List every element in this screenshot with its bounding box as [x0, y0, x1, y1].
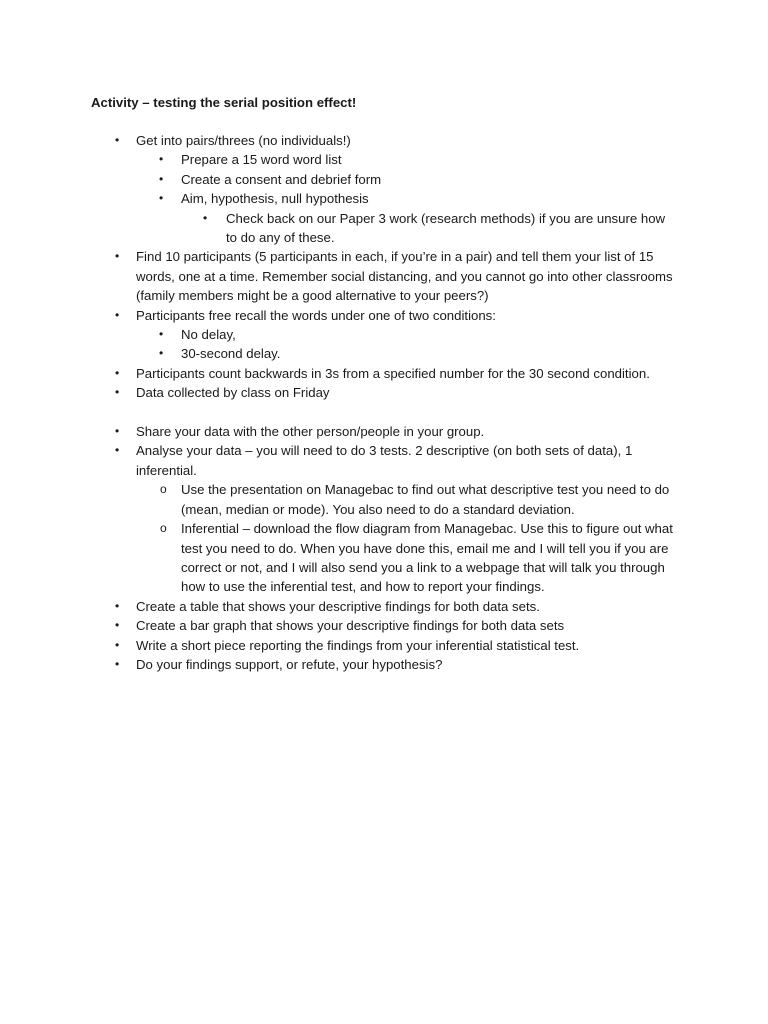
circle-bullet-icon: o: [160, 482, 167, 497]
list-item-text: Aim, hypothesis, null hypothesis: [181, 191, 369, 207]
bullet-icon: •: [159, 346, 164, 361]
list-item-text: Check back on our Paper 3 work (research methods) if you are unsure how to do any of these.: [226, 210, 666, 246]
bullet-icon: •: [115, 249, 120, 264]
list-item-text: Share your data with the other person/people in your group.: [136, 424, 485, 440]
list-item-text: No delay,: [181, 327, 236, 343]
list-item: [0, 209, 666, 248]
list-item-text: Create a table that shows your descriptive findings for both data sets.: [136, 598, 540, 614]
list-item: [0, 364, 676, 383]
bullet-icon: •: [159, 171, 164, 186]
list-item-text: Find 10 participants (5 participants in each, if you’re in a pair) and tell them your list of 15 words, one at a time. Remember social distancing, and you cannot go into other classrooms (family members might be a good alternative to your peers?): [136, 249, 673, 304]
list-item: [0, 383, 676, 402]
list-item-text: Create a consent and debrief form: [181, 171, 382, 187]
list-item-text: Create a bar graph that shows your descriptive findings for both data sets: [136, 618, 565, 634]
list-item: [0, 616, 676, 635]
list-item-text: Inferential – download the flow diagram from Managebac. Use this to figure out what test you need to do. When you have done this, email me and I will tell you if you are correct or not, and I will also send you a link to a webpage that will talk you through how to use the inferential test, and how to report your findings.: [181, 521, 673, 595]
list-item: [0, 519, 676, 597]
list-item-text: Prepare a 15 word word list: [181, 152, 342, 168]
list-item: [0, 636, 676, 655]
list-item-text: Get into pairs/threes (no individuals!): [136, 133, 351, 148]
list-item-text: Analyse your data – you will need to do 3 tests. 2 descriptive (on both sets of data), 1 inferential.: [136, 443, 633, 478]
bullet-icon: •: [115, 133, 120, 147]
bullet-icon: •: [115, 637, 120, 652]
list-item-text: Write a short piece reporting the findings from your inferential statistical test.: [136, 637, 580, 653]
list-item: [0, 306, 676, 325]
bullet-icon: •: [159, 191, 164, 206]
page-title: Activity – testing the serial position effect!: [91, 95, 357, 110]
bullet-icon: •: [115, 618, 120, 633]
bullet-icon: •: [115, 443, 120, 458]
list-item: [0, 422, 676, 441]
bullet-icon: •: [115, 365, 120, 380]
bullet-icon: •: [115, 656, 120, 671]
list-item: [0, 150, 676, 169]
circle-bullet-icon: o: [160, 521, 167, 536]
bullet-icon: •: [115, 598, 120, 613]
list-item-text: Participants count backwards in 3s from a specified number for the 30 second condition.: [136, 365, 650, 381]
bullet-icon: •: [115, 424, 120, 439]
bullet-icon: •: [203, 210, 208, 225]
list-item-text: Use the presentation on Managebac to find out what descriptive test you need to do (mean, median or mode). You also need to do a standard deviation.: [181, 482, 670, 517]
bullet-icon: •: [159, 152, 164, 167]
bullet-icon: •: [115, 385, 120, 400]
list-item: [0, 189, 676, 208]
list-item: [0, 344, 676, 363]
spacer: [0, 403, 768, 422]
list-item: [0, 325, 676, 344]
activity-list: [0, 131, 768, 674]
bullet-icon: •: [115, 307, 120, 322]
list-item-text: Participants free recall the words under one of two conditions:: [136, 307, 496, 323]
list-item-text: 30-second delay.: [181, 346, 281, 362]
list-item: [0, 597, 676, 616]
list-item-text: Do your findings support, or refute, your hypothesis?: [136, 656, 443, 672]
bullet-icon: •: [159, 327, 164, 342]
list-item: [0, 247, 676, 305]
list-item-text: Data collected by class on Friday: [136, 385, 330, 401]
list-item: [0, 441, 676, 480]
list-item: [0, 131, 676, 150]
list-item: [0, 480, 676, 519]
list-item: [0, 170, 676, 189]
list-item: [0, 655, 676, 674]
